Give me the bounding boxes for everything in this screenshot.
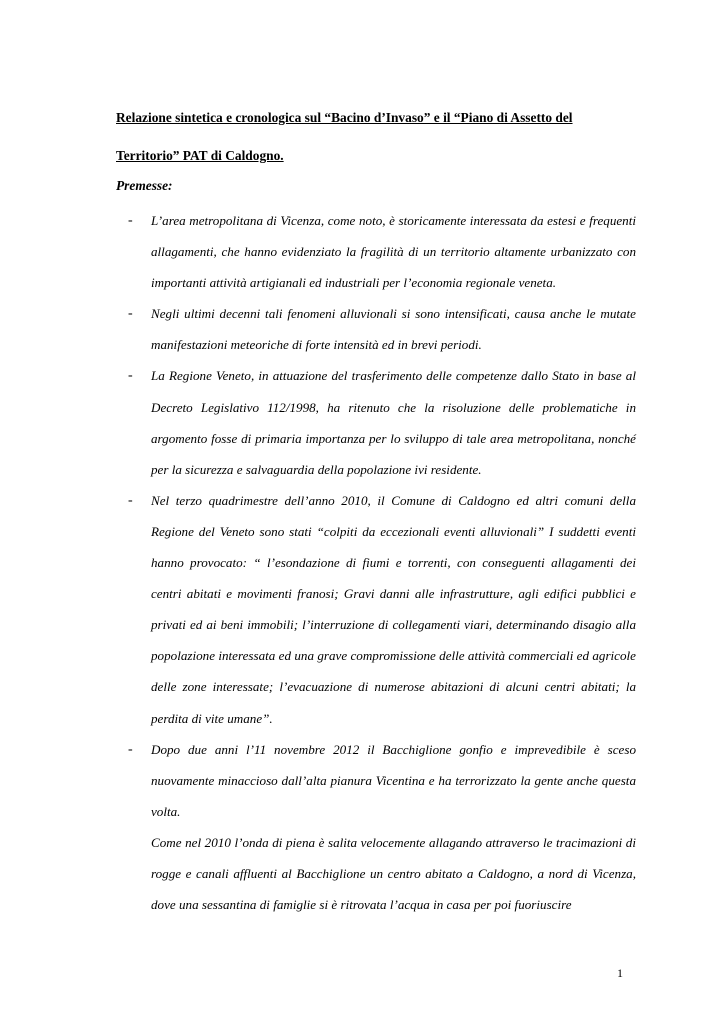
premesse-list [116, 205, 636, 920]
bullet-dash: - [128, 741, 133, 757]
bullet-dash: - [128, 492, 133, 508]
document-title-line-1: Relazione sintetica e cronologica sul “Bacino d’Invaso” e il “Piano di Assetto del [116, 110, 573, 125]
list-item-text: Nel terzo quadrimestre dell’anno 2010, il Comune di Caldogno ed altri comuni della Regione del Veneto sono stati “colpiti da eccezionali eventi alluvionali” I suddetti eventi hanno provocato: “ l’esondazione di fiumi e torrenti, con conseguenti allagamenti dei centri abitati e movimenti franosi; Gravi danni alle infrastrutture, agli edifici pubblici e privati ed ai beni immobili; l’interruzione di collegamenti viari, determinando disagio alla popolazione interessata ed una grave compromissione delle attività commerciali ed agricole delle zone interessate; l’evacuazione di numerose abitazioni di alcuni centri abitati; la perdita di vite umane”. [151, 492, 636, 726]
list-item [116, 360, 636, 484]
list-item [116, 205, 636, 298]
bullet-dash: - [128, 368, 133, 384]
list-item-text: Dopo due anni l’11 novembre 2012 il Bacchiglione gonfio e imprevedibile è sceso nuovamente minaccioso dall’alta pianura Vicentina e ha terrorizzato la gente anche questa volta. [151, 741, 636, 819]
list-item-text: Negli ultimi decenni tali fenomeni alluvionali si sono intensificati, causa anche le mutate manifestazioni meteoriche di forte intensità ed in brevi periodi. [151, 306, 636, 353]
list-item-continuation: Come nel 2010 l’onda di piena è salita velocemente allagando attraverso le tracimazioni di rogge e canali affluenti al Bacchiglione un centro abitato a Caldogno, a nord di Vicenza, dove una sessantina di famiglie si è ritrovata l’acqua in casa per poi fuoriuscire [151, 834, 636, 913]
list-item-text: L’area metropolitana di Vicenza, come noto, è storicamente interessata da estesi e frequenti allagamenti, che hanno evidenziato la fragilità di un territorio altamente urbanizzato con importanti attività artigianali ed industriali per l’economia regionale veneta. [151, 213, 636, 291]
list-item [116, 485, 636, 734]
page-number: 1 [617, 966, 623, 980]
list-item [116, 298, 636, 360]
bullet-dash: - [128, 213, 133, 228]
list-item-text: La Regione Veneto, in attuazione del trasferimento delle competenze dallo Stato in base al Decreto Legislativo 112/1998, ha ritenuto che la risoluzione delle problematiche in argomento fosse di primaria importanza per lo sviluppo di tale area metropolitana, nonché per la sicurezza e salvaguardia della popolazione ivi residente. [151, 368, 636, 477]
bullet-dash: - [128, 306, 133, 322]
document-title-line-2: Territorio” PAT di Caldogno. [116, 148, 284, 163]
list-item [116, 734, 636, 921]
section-heading: Premesse: [116, 178, 173, 193]
